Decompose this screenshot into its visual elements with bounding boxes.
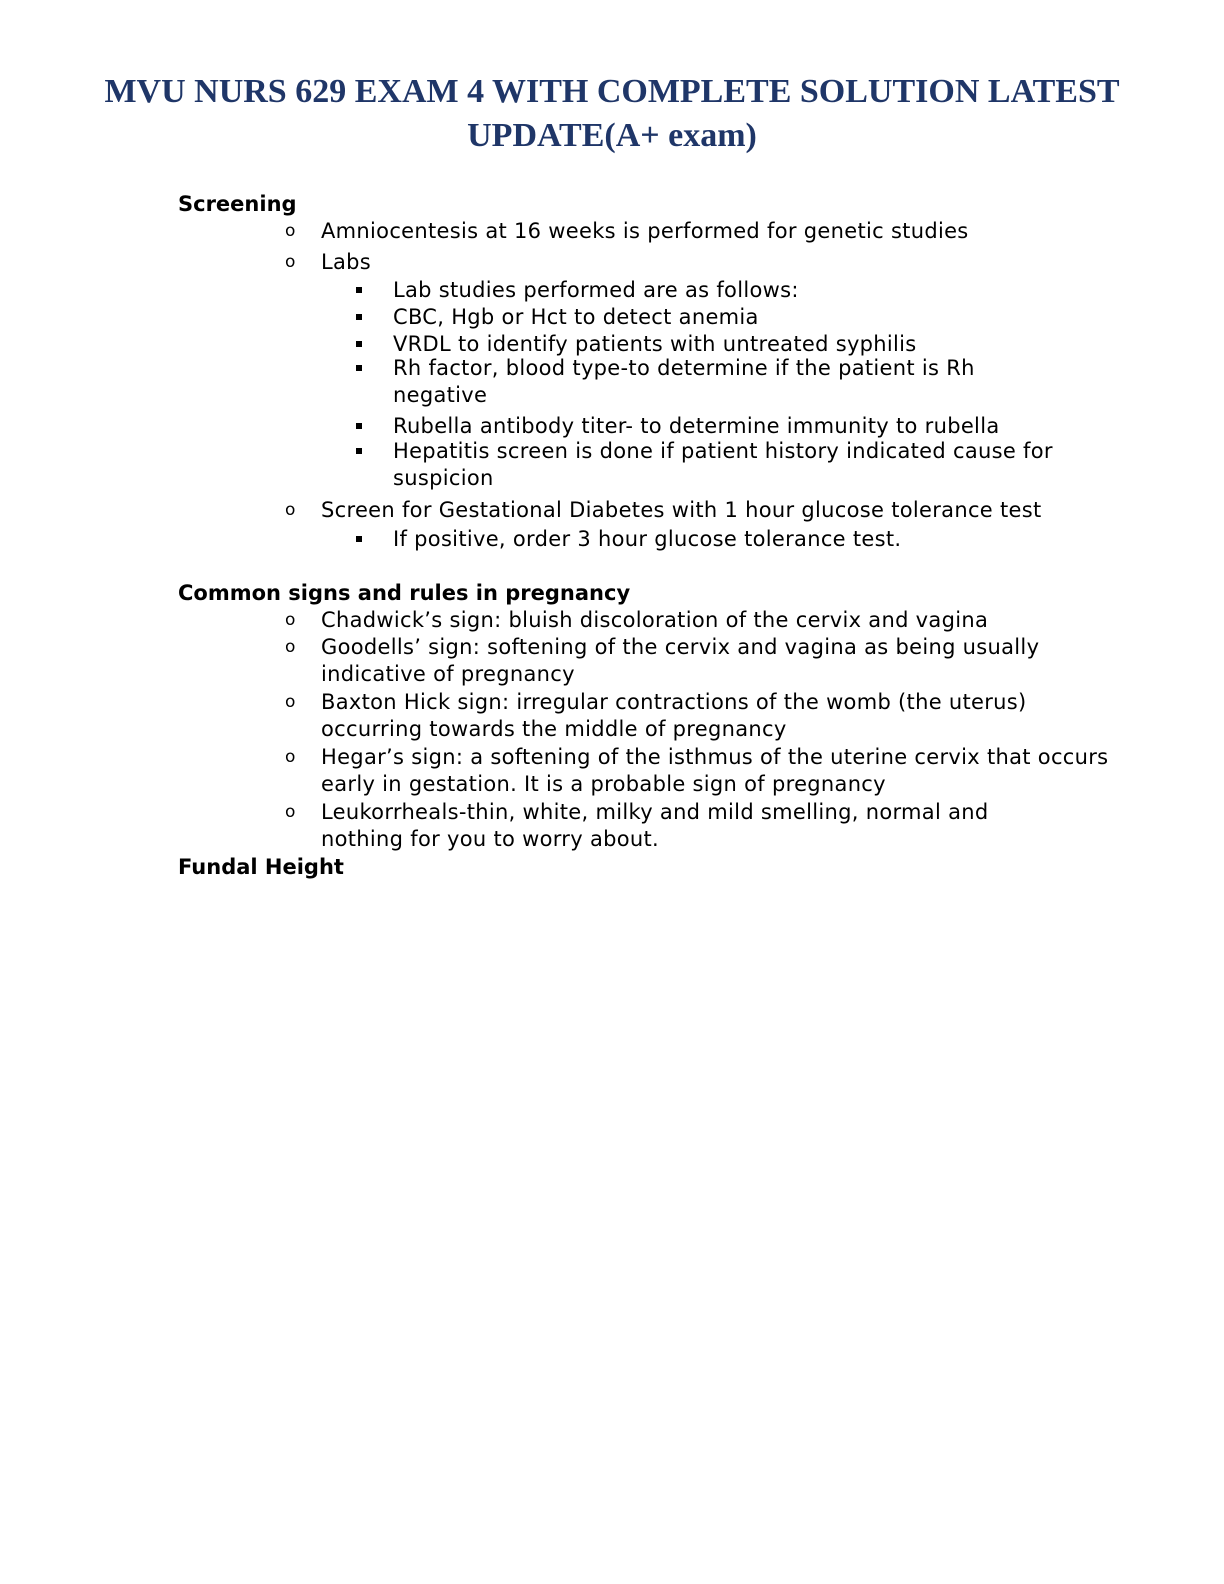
list-item: Amniocentesis at 16 weeks is performed for genetic studies	[321, 219, 969, 243]
square-bullet-icon	[356, 365, 362, 371]
title-line-1: MVU NURS 629 EXAM 4 WITH COMPLETE SOLUTION LATEST	[104, 73, 1120, 110]
square-bullet-icon	[356, 287, 362, 293]
list-item: VRDL to identify patients with untreated syphilis	[393, 332, 917, 356]
list-item: Hepatitis screen is done if patient history indicated cause for suspicion	[393, 439, 1053, 490]
list-item: If positive, order 3 hour glucose tolerance test.	[393, 527, 902, 551]
square-bullet-icon	[356, 536, 362, 542]
title-line-2: UPDATE(A+ exam)	[467, 117, 757, 154]
circle-bullet-icon: o	[285, 252, 296, 272]
list-item: Chadwick’s sign: bluish discoloration of the cervix and vagina	[321, 608, 989, 632]
circle-bullet-icon: o	[285, 692, 296, 712]
list-item: Rh factor, blood type-to determine if the patient is Rh negative	[393, 356, 975, 407]
list-item: Rubella antibody titer- to determine immunity to rubella	[393, 414, 1000, 438]
circle-bullet-icon: o	[285, 221, 296, 241]
square-bullet-icon	[356, 448, 362, 454]
list-item: Goodells’ sign: softening of the cervix and vagina as being usually indicative of pregnancy	[321, 635, 1040, 686]
circle-bullet-icon: o	[285, 500, 296, 520]
square-bullet-icon	[356, 423, 362, 429]
list-item: Screen for Gestational Diabetes with 1 hour glucose tolerance test	[321, 498, 1042, 522]
list-item: Labs	[321, 250, 372, 274]
signs-heading: Common signs and rules in pregnancy	[178, 581, 631, 605]
list-item: CBC, Hgb or Hct to detect anemia	[393, 305, 759, 329]
list-item: Lab studies performed are as follows:	[393, 278, 799, 302]
fundal-heading: Fundal Height	[178, 855, 344, 879]
list-item: Hegar’s sign: a softening of the isthmus of the uterine cervix that occurs early in gestation. It is a probable sign of pregnancy	[321, 745, 1109, 796]
list-item: Baxton Hick sign: irregular contractions of the womb (the uterus) occurring towards the middle of pregnancy	[321, 690, 1027, 741]
circle-bullet-icon: o	[285, 802, 296, 822]
circle-bullet-icon: o	[285, 637, 296, 657]
square-bullet-icon	[356, 314, 362, 320]
list-item: Leukorrheals-thin, white, milky and mild smelling, normal and nothing for you to worry about.	[321, 800, 989, 851]
square-bullet-icon	[356, 341, 362, 347]
screening-heading: Screening	[178, 192, 297, 216]
circle-bullet-icon: o	[285, 747, 296, 767]
circle-bullet-icon: o	[285, 610, 296, 630]
document-title	[40, 70, 1184, 158]
